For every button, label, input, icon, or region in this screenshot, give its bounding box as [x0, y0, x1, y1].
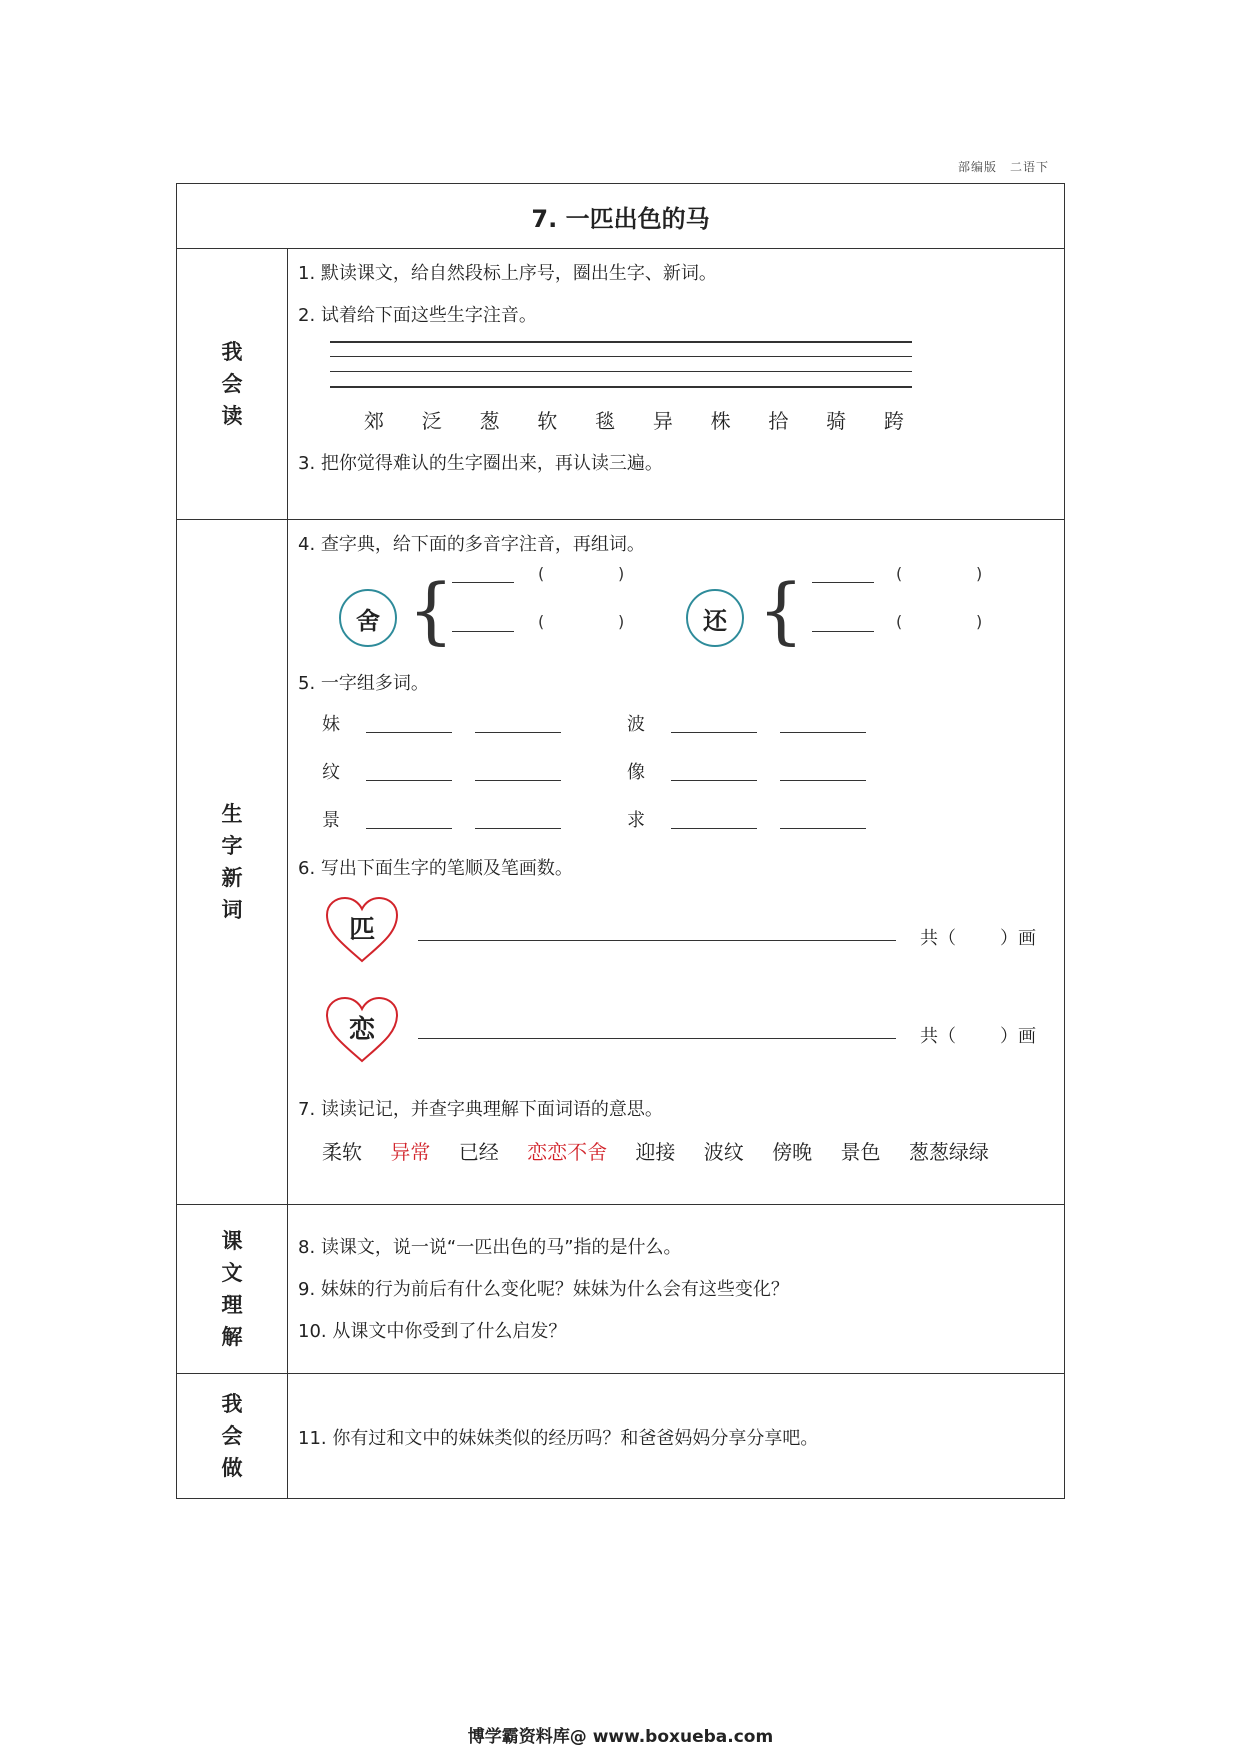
- pinyin-line-top: [330, 341, 912, 343]
- pinyin-line-bottom: [330, 386, 912, 388]
- vocab-list: [322, 1136, 989, 1165]
- word-char: 景: [322, 810, 340, 831]
- word-blank[interactable]: [671, 732, 757, 733]
- footer-watermark: 博学霸资料库@ www.boxueba.com: [467, 1727, 774, 1747]
- word-blank[interactable]: [780, 828, 866, 829]
- paren-close: ): [618, 612, 625, 631]
- word-char: 像: [627, 762, 645, 783]
- question-8: 8. 读课文，说一说“一匹出色的马”指的是什么。: [298, 1237, 682, 1258]
- stroke-char-1: 匹: [348, 915, 375, 945]
- pinyin-char: 跨: [883, 409, 904, 433]
- vocab-word: 异常: [390, 1140, 431, 1164]
- word-blank[interactable]: [780, 780, 866, 781]
- paren-close: ): [618, 564, 625, 583]
- paren-open: (: [538, 564, 545, 583]
- pinyin-blank[interactable]: [812, 631, 874, 632]
- section-understand: [177, 1204, 1064, 1373]
- page-title: 7. 一匹出色的马: [531, 204, 710, 233]
- word-blank[interactable]: [671, 780, 757, 781]
- pinyin-char-list: [364, 405, 904, 434]
- pinyin-char: 郊: [364, 409, 384, 433]
- title-row: [177, 184, 1064, 248]
- pinyin-line-3: [330, 371, 912, 372]
- stroke-count-label-right: ）画: [1000, 928, 1036, 949]
- pinyin-char: 毯: [595, 409, 616, 433]
- pinyin-line-2: [330, 356, 912, 357]
- pinyin-char: 葱: [479, 409, 500, 433]
- section-label-read: 我会读: [221, 340, 243, 428]
- word-blank[interactable]: [475, 732, 561, 733]
- paren-open: (: [896, 564, 903, 583]
- vocab-word: 景色: [840, 1140, 881, 1164]
- question-2: 2. 试着给下面这些生字注音。: [298, 305, 537, 326]
- section-label-words: 生字新词: [221, 802, 243, 922]
- paren-close: ): [976, 564, 983, 583]
- paren-close: ): [976, 612, 983, 631]
- pinyin-blank[interactable]: [452, 582, 514, 583]
- paren-open: (: [538, 612, 545, 631]
- word-blank[interactable]: [366, 732, 452, 733]
- vocab-word: 葱葱绿绿: [908, 1140, 989, 1164]
- polyphone-circle-2: 还: [686, 589, 744, 647]
- vocab-word: 恋恋不舍: [527, 1140, 608, 1164]
- word-char: 波: [627, 714, 645, 735]
- section-do: [177, 1373, 1064, 1498]
- question-3: 3. 把你觉得难认的生字圈出来，再认读三遍。: [298, 453, 663, 474]
- vocab-word: 已经: [458, 1140, 499, 1164]
- word-blank[interactable]: [475, 780, 561, 781]
- heart-frame-1: [324, 895, 400, 965]
- pinyin-char: 拾: [768, 409, 789, 433]
- question-7: 7. 读读记记，并查字典理解下面词语的意思。: [298, 1099, 663, 1120]
- paren-open: (: [896, 612, 903, 631]
- question-6: 6. 写出下面生字的笔顺及笔画数。: [298, 858, 573, 879]
- polyphone-circle-1: 舍: [339, 589, 397, 647]
- pinyin-char: 软: [537, 409, 558, 433]
- stroke-order-line[interactable]: [418, 1038, 896, 1039]
- pinyin-char: 株: [710, 409, 731, 433]
- stroke-count-label-right: ）画: [1000, 1026, 1036, 1047]
- pinyin-char: 骑: [826, 409, 847, 433]
- question-1: 1. 默读课文，给自然段标上序号，圈出生字、新词。: [298, 263, 717, 284]
- word-char: 纹: [322, 762, 340, 783]
- brace-icon: {: [408, 568, 454, 652]
- pinyin-char: 异: [652, 409, 673, 433]
- vocab-word: 迎接: [635, 1140, 676, 1164]
- vocab-word: 波纹: [703, 1140, 744, 1164]
- question-11: 11. 你有过和文中的妹妹类似的经历吗？和爸爸妈妈分享分享吧。: [298, 1428, 819, 1449]
- word-char: 妹: [322, 714, 340, 735]
- heart-frame-2: [324, 995, 400, 1065]
- edition-tag: 部编版 二语下: [958, 160, 1050, 174]
- word-blank[interactable]: [780, 732, 866, 733]
- stroke-count-label-left: 共（: [920, 1026, 956, 1047]
- pinyin-blank[interactable]: [812, 582, 874, 583]
- section-label-do: 我会做: [221, 1392, 243, 1480]
- word-blank[interactable]: [366, 828, 452, 829]
- stroke-count-label-left: 共（: [920, 928, 956, 949]
- word-char: 求: [627, 810, 645, 831]
- question-10: 10. 从课文中你受到了什么启发？: [298, 1321, 567, 1342]
- vocab-word: 傍晚: [772, 1140, 813, 1164]
- question-4: 4. 查字典，给下面的多音字注音，再组词。: [298, 534, 645, 555]
- word-blank[interactable]: [366, 780, 452, 781]
- word-blank[interactable]: [475, 828, 561, 829]
- section-label-understand: 课文理解: [221, 1229, 243, 1349]
- pinyin-char: 泛: [421, 409, 442, 433]
- section-words: [177, 519, 1064, 1204]
- stroke-order-line[interactable]: [418, 940, 896, 941]
- pinyin-blank[interactable]: [452, 631, 514, 632]
- question-9: 9. 妹妹的行为前后有什么变化呢？妹妹为什么会有这些变化？: [298, 1279, 789, 1300]
- word-blank[interactable]: [671, 828, 757, 829]
- stroke-char-2: 恋: [348, 1015, 375, 1045]
- vocab-word: 柔软: [322, 1140, 362, 1164]
- section-read: [177, 248, 1064, 519]
- brace-icon: {: [758, 568, 804, 652]
- question-5: 5. 一字组多词。: [298, 673, 429, 694]
- worksheet-table: [176, 183, 1065, 1499]
